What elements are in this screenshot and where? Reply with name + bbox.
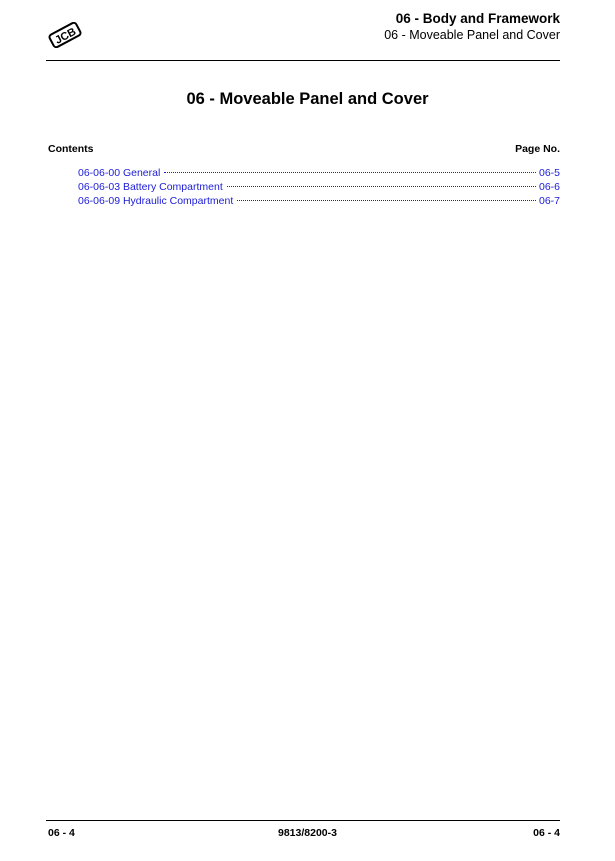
page-title: 06 - Moveable Panel and Cover (186, 90, 429, 108)
footer-document-number: 9813/8200-3 (278, 827, 337, 839)
contents-label: Contents (48, 143, 94, 155)
toc-entry[interactable] (78, 181, 560, 195)
toc-entry-page: 06-6 (538, 181, 560, 193)
footer-page-number-left: 06 - 4 (48, 827, 75, 839)
footer-divider (46, 820, 560, 821)
header-subsection-title: 06 - Moveable Panel and Cover (384, 28, 560, 42)
toc-entry-title: 06-06-09 Hydraulic Compartment (78, 195, 234, 207)
toc-leader-dots (227, 186, 536, 187)
jcb-logo (48, 22, 82, 48)
page-no-label: Page No. (515, 143, 560, 155)
toc-entry-title: 06-06-03 Battery Compartment (78, 181, 223, 193)
toc-entry[interactable] (78, 195, 560, 209)
toc-entry-page: 06-5 (538, 167, 560, 179)
footer-page-number-right: 06 - 4 (533, 827, 560, 839)
toc-entry-page: 06-7 (538, 195, 560, 207)
toc-leader-dots (164, 172, 536, 173)
header-section-title: 06 - Body and Framework (395, 11, 560, 26)
table-of-contents (78, 167, 560, 209)
toc-leader-dots (237, 200, 536, 201)
header-divider (46, 60, 560, 61)
logo-text: JCB (53, 25, 79, 47)
toc-entry-title: 06-06-00 General (78, 167, 161, 179)
toc-entry[interactable] (78, 167, 560, 181)
